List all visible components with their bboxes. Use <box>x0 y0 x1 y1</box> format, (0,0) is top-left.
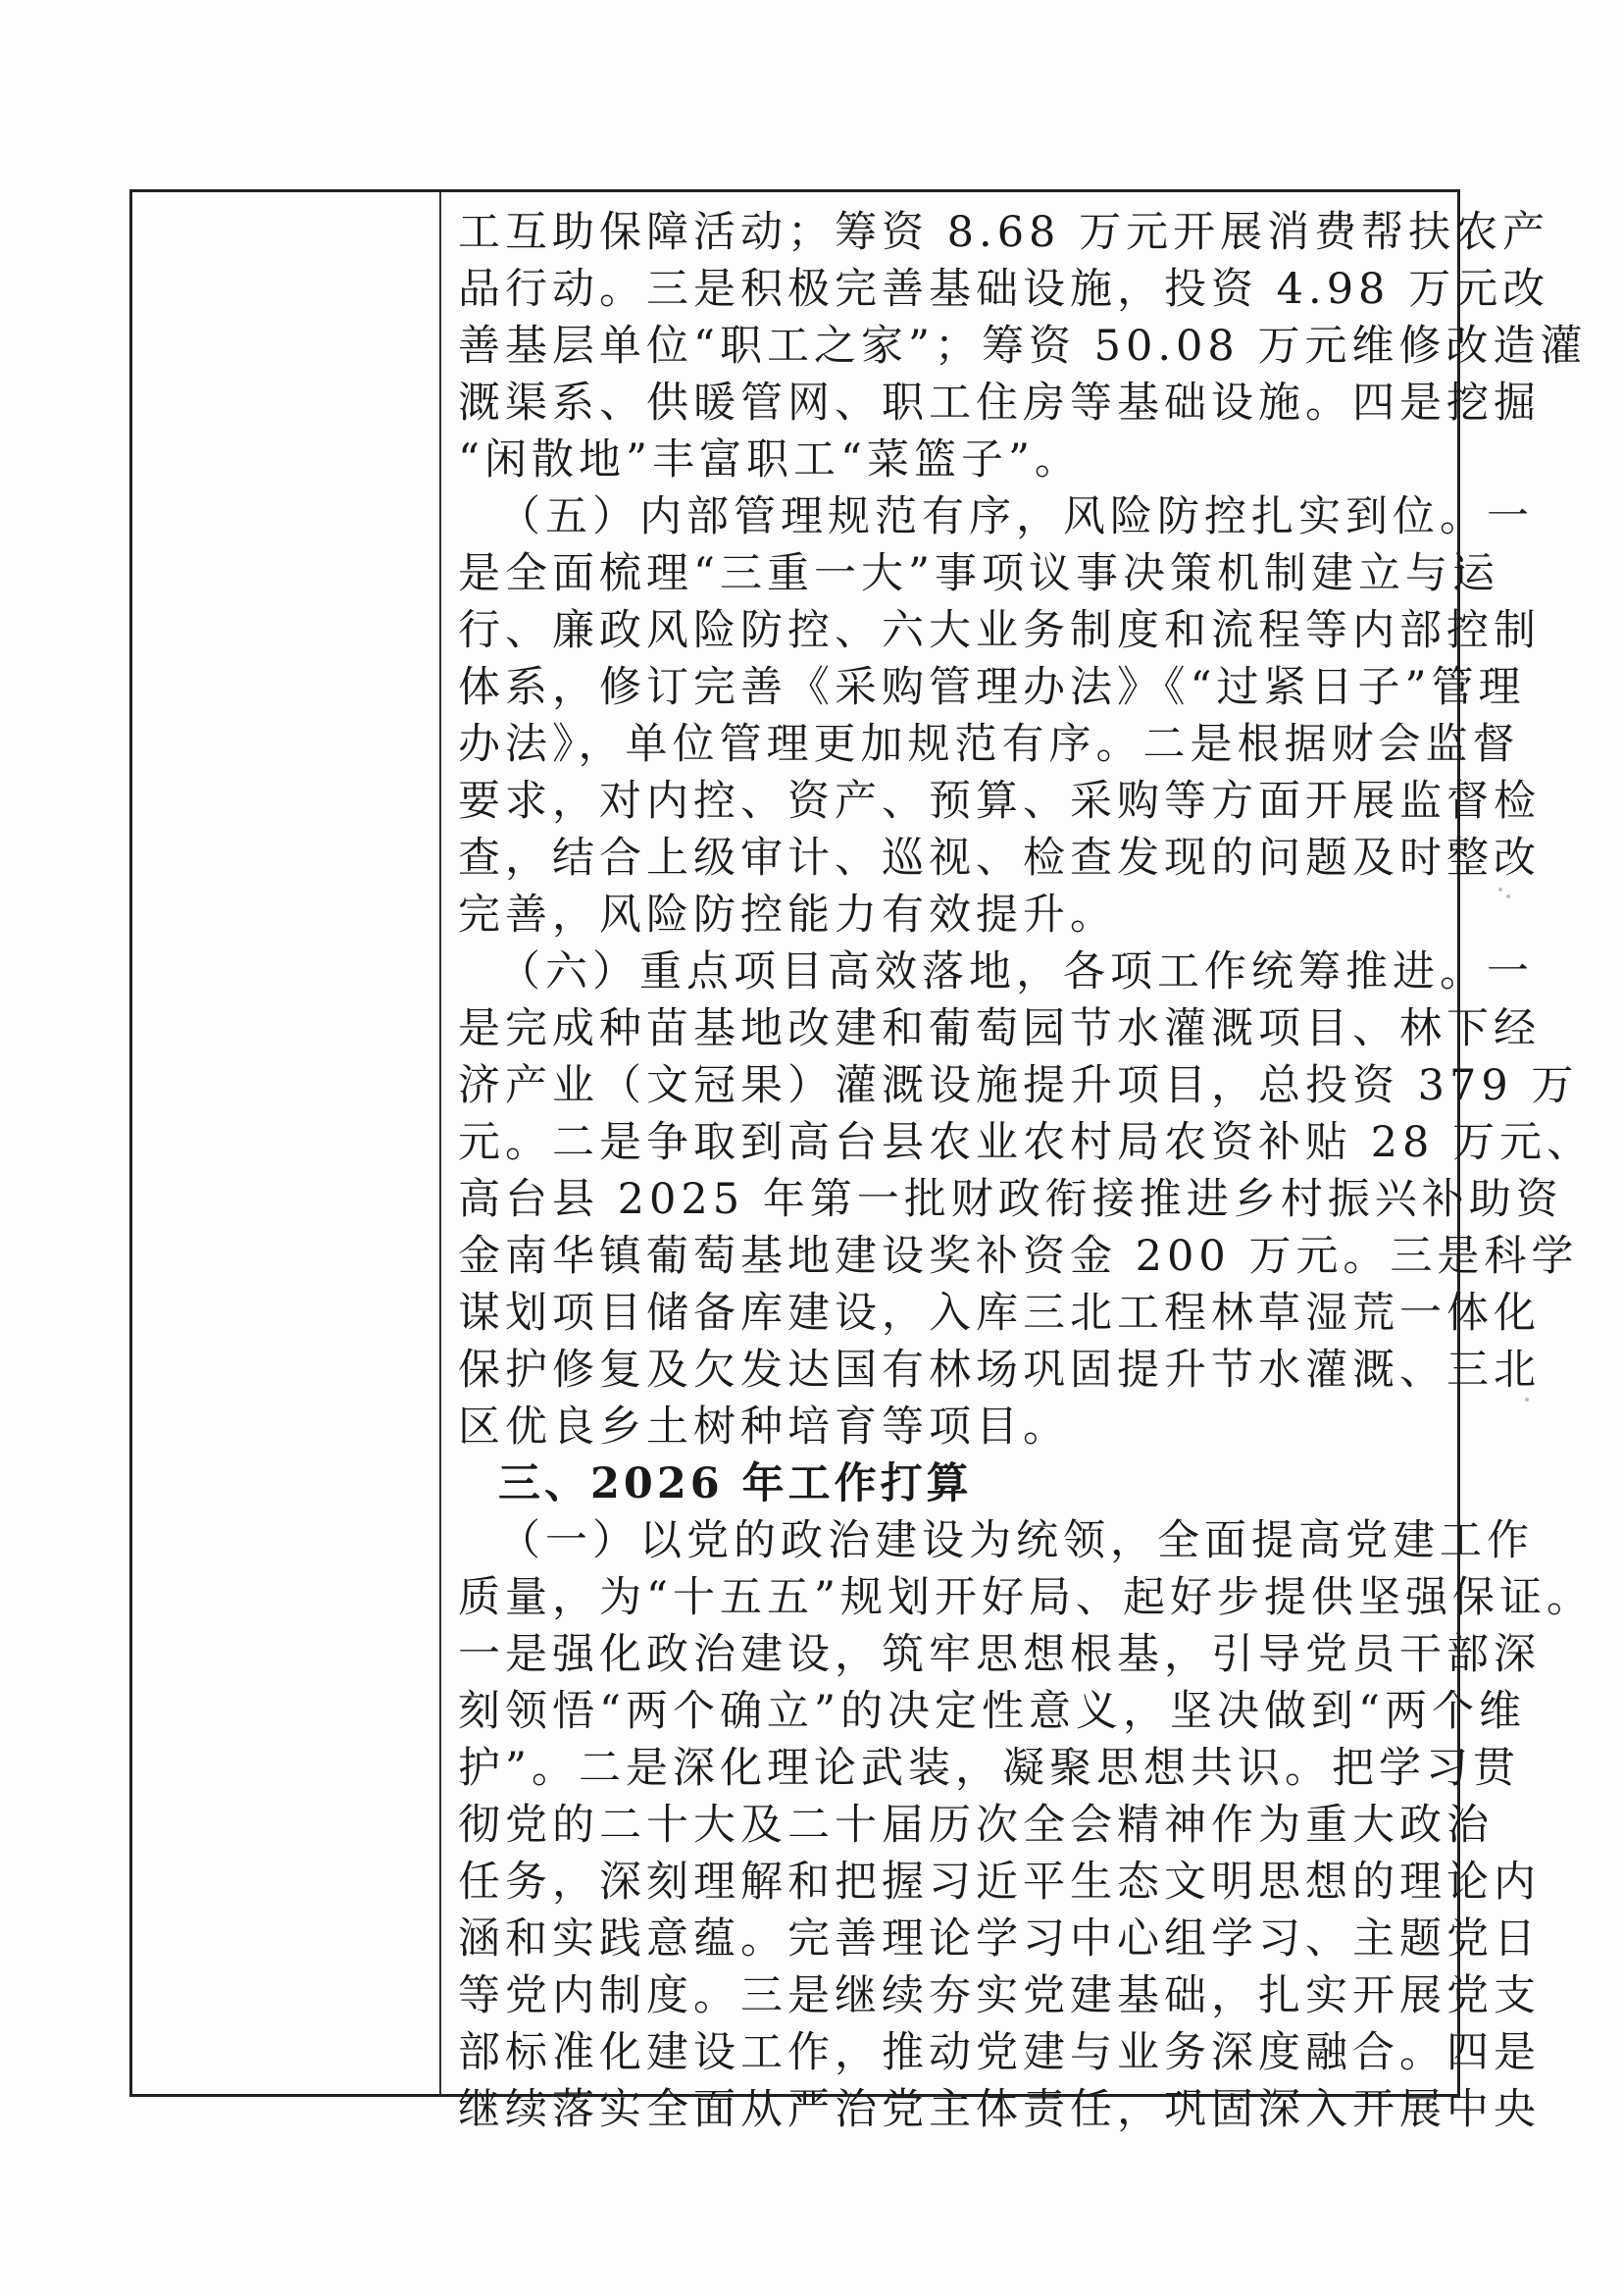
scan-speck <box>1506 894 1510 898</box>
text-line: 区优良乡土树种培育等项目。 <box>458 1403 1070 1452</box>
text-line: 高台县 2025 年第一批财政衔接推进乡村振兴补助资 <box>458 1175 1563 1224</box>
text-line: 等党内制度。三是继续夯实党建基础，扎实开展党支 <box>458 1971 1541 2020</box>
text-line: 保护修复及欠发达国有林场巩固提升节水灌溉、三北 <box>458 1346 1541 1395</box>
text-line: 体系，修订完善《采购管理办法》《“过紧日子”管理 <box>458 663 1526 712</box>
text-line: 是全面梳理“三重一大”事项议事决策机制建立与运 <box>458 549 1499 598</box>
text-line: 济产业（文冠果）灌溉设施提升项目，总投资 379 万 <box>458 1061 1579 1110</box>
text-line: 谋划项目储备库建设，入库三北工程林草湿荒一体化 <box>458 1289 1541 1338</box>
text-line: 要求，对内控、资产、预算、采购等方面开展监督检 <box>458 777 1541 826</box>
text-line: 质量，为“十五五”规划开好局、起好步提供坚强保证。 <box>458 1573 1594 1622</box>
text-line: 刻领悟“两个确立”的决定性意义，坚决做到“两个维 <box>458 1687 1526 1736</box>
text-line: 溉渠系、供暖管网、职工住房等基础设施。四是挖掘 <box>458 379 1541 428</box>
text-line: 任务，深刻理解和把握习近平生态文明思想的理论内 <box>458 1858 1541 1907</box>
text-line: 护”。二是深化理论武装，凝聚思想共识。把学习贯 <box>458 1744 1520 1793</box>
text-line: 涵和实践意蕴。完善理论学习中心组学习、主题党日 <box>458 1914 1541 1964</box>
text-line: 办法》，单位管理更加规范有序。二是根据财会监督 <box>458 720 1520 769</box>
table-content-cell <box>458 192 1595 2134</box>
text-line: 彻党的二十大及二十届历次全会精神作为重大政治 <box>458 1801 1494 1850</box>
text-line: 继续落实全面从严治党主体责任，巩固深入开展中央 <box>458 2085 1541 2134</box>
text-line: 完善，风险防控能力有效提升。 <box>458 891 1117 940</box>
form-table <box>129 189 1595 2134</box>
text-line: “闲散地”丰富职工“菜篮子”。 <box>458 435 1082 485</box>
scan-speck <box>1498 888 1502 892</box>
table-left-cell <box>132 192 441 2094</box>
scan-speck <box>1525 1398 1529 1402</box>
text-line: 品行动。三是积极完善基础设施，投资 4.98 万元改 <box>458 265 1550 314</box>
paragraph-start-line: （五）内部管理规范有序，风险防控扎实到位。一 <box>498 492 1534 541</box>
text-line: 善基层单位“职工之家”；筹资 50.08 万元维修改造灌 <box>458 322 1588 371</box>
section-heading: 三、2026 年工作打算 <box>498 1459 973 1508</box>
paragraph-start-line: （一）以党的政治建设为统领，全面提高党建工作 <box>498 1516 1534 1565</box>
text-line: 工互助保障活动；筹资 8.68 万元开展消费帮扶农产 <box>458 208 1550 257</box>
text-line: 行、廉政风险防控、六大业务制度和流程等内部控制 <box>458 606 1541 655</box>
text-line: 金南华镇葡萄基地建设奖补资金 200 万元。三是科学 <box>458 1232 1579 1281</box>
paragraph-start-line: （六）重点项目高效落地，各项工作统筹推进。一 <box>498 947 1534 996</box>
text-line: 元。二是争取到高台县农业农村局农资补贴 28 万元、 <box>458 1118 1595 1167</box>
text-line: 部标准化建设工作，推动党建与业务深度融合。四是 <box>458 2028 1541 2077</box>
text-line: 查，结合上级审计、巡视、检查发现的问题及时整改 <box>458 834 1541 883</box>
text-line: 是完成种苗基地改建和葡萄园节水灌溉项目、林下经 <box>458 1004 1541 1053</box>
text-line: 一是强化政治建设，筑牢思想根基，引导党员干部深 <box>458 1630 1541 1679</box>
